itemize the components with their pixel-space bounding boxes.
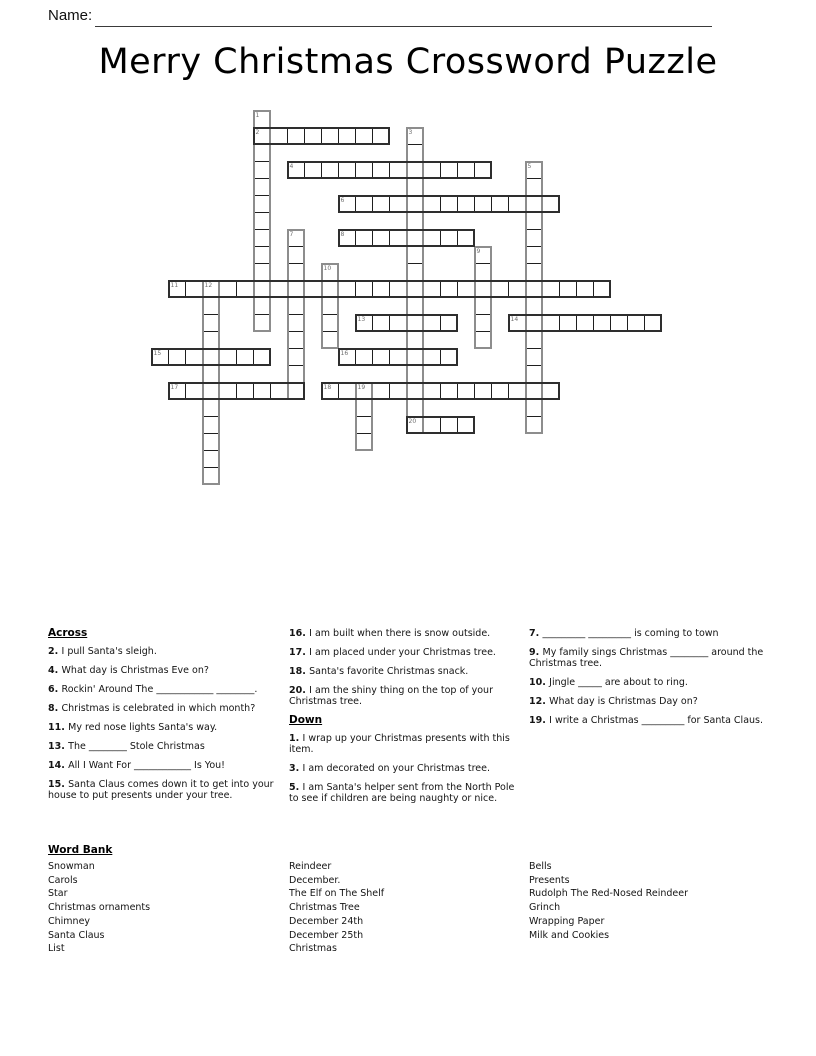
grid-cell[interactable] bbox=[168, 348, 186, 366]
grid-cell[interactable] bbox=[270, 382, 288, 400]
clue-number: 19. bbox=[529, 715, 550, 726]
grid-cell[interactable] bbox=[287, 382, 305, 400]
grid-cell[interactable] bbox=[525, 331, 543, 349]
clue-item-6: 6. Rockin' Around The ____________ ________. bbox=[48, 684, 258, 695]
grid-cell[interactable] bbox=[457, 195, 475, 213]
grid-cell[interactable] bbox=[406, 297, 424, 315]
grid-cell[interactable] bbox=[474, 195, 492, 213]
word-bank-item: Carols bbox=[48, 874, 78, 886]
clue-number: 7. bbox=[529, 628, 543, 639]
grid-cell[interactable] bbox=[525, 161, 543, 179]
grid-cell[interactable] bbox=[627, 314, 645, 332]
grid-cell[interactable] bbox=[440, 348, 458, 366]
grid-cell[interactable] bbox=[406, 314, 424, 332]
word-bank-item: Star bbox=[48, 888, 68, 900]
word-bank-item: Grinch bbox=[529, 902, 561, 914]
grid-cell[interactable] bbox=[219, 348, 237, 366]
grid-cell[interactable] bbox=[253, 195, 271, 213]
grid-cell[interactable] bbox=[338, 161, 356, 179]
grid-cell[interactable] bbox=[440, 382, 458, 400]
grid-cell[interactable] bbox=[440, 229, 458, 247]
clue-item-8: 8. Christmas is celebrated in which month? bbox=[48, 703, 256, 714]
grid-cell[interactable] bbox=[525, 195, 543, 213]
grid-cell[interactable] bbox=[406, 331, 424, 349]
clue-number: 10. bbox=[529, 677, 550, 688]
cell-number: 10 bbox=[323, 264, 332, 272]
clue-item-4: 4. What day is Christmas Eve on? bbox=[48, 665, 209, 676]
clue-number: 15. bbox=[48, 779, 69, 790]
grid-cell[interactable] bbox=[372, 280, 390, 298]
grid-cell[interactable] bbox=[440, 280, 458, 298]
grid-cell[interactable] bbox=[355, 229, 373, 247]
grid-cell[interactable] bbox=[423, 195, 441, 213]
grid-cell[interactable] bbox=[423, 348, 441, 366]
word-bank-column-2 bbox=[289, 860, 525, 956]
clue-heading-across: Across bbox=[48, 627, 88, 639]
grid-cell[interactable] bbox=[304, 280, 322, 298]
grid-cell[interactable] bbox=[355, 399, 373, 417]
grid-cell[interactable] bbox=[355, 382, 373, 400]
grid-cell[interactable] bbox=[525, 178, 543, 196]
grid-cell[interactable] bbox=[491, 382, 509, 400]
grid-cell[interactable] bbox=[389, 161, 407, 179]
cell-number: 4 bbox=[289, 162, 294, 170]
word-bank-item: December 24th bbox=[289, 915, 364, 927]
grid-cell[interactable] bbox=[389, 280, 407, 298]
grid-cell[interactable] bbox=[406, 161, 424, 179]
clue-number: 14. bbox=[48, 760, 69, 771]
grid-cell[interactable] bbox=[491, 195, 509, 213]
clue-column-3 bbox=[529, 628, 765, 734]
grid-cell[interactable] bbox=[542, 314, 560, 332]
clue-number: 11. bbox=[48, 722, 69, 733]
grid-cell[interactable] bbox=[236, 348, 254, 366]
grid-cell[interactable] bbox=[525, 382, 543, 400]
grid-cell[interactable] bbox=[253, 144, 271, 162]
grid-cell[interactable] bbox=[423, 314, 441, 332]
grid-cell[interactable] bbox=[593, 314, 611, 332]
grid-cell[interactable] bbox=[508, 195, 526, 213]
grid-cell[interactable] bbox=[185, 382, 203, 400]
grid-cell[interactable] bbox=[287, 280, 305, 298]
clue-number: 6. bbox=[48, 684, 62, 695]
grid-cell[interactable] bbox=[474, 263, 492, 281]
cell-number: 9 bbox=[476, 247, 481, 255]
grid-cell[interactable] bbox=[423, 416, 441, 434]
word-bank-item: December 25th bbox=[289, 929, 364, 941]
clue-item-1: 1. I wrap up your Christmas presents with this item. bbox=[289, 733, 510, 755]
clue-number: 3. bbox=[289, 763, 303, 774]
clue-item-10: 10. Jingle _____ are about to ring. bbox=[529, 677, 688, 688]
word-bank-column-3 bbox=[529, 860, 765, 942]
grid-cell[interactable] bbox=[525, 297, 543, 315]
grid-cell[interactable] bbox=[474, 161, 492, 179]
grid-cell[interactable] bbox=[355, 433, 373, 451]
grid-cell[interactable] bbox=[321, 331, 339, 349]
grid-cell[interactable] bbox=[321, 263, 339, 281]
clue-item-9: 9. My family sings Christmas ________ around the Christmas tree. bbox=[529, 647, 764, 669]
grid-cell[interactable] bbox=[440, 161, 458, 179]
grid-cell[interactable] bbox=[168, 280, 186, 298]
clue-number: 20. bbox=[289, 685, 310, 696]
grid-cell[interactable] bbox=[287, 263, 305, 281]
grid-cell[interactable] bbox=[253, 314, 271, 332]
grid-cell[interactable] bbox=[253, 382, 271, 400]
word-bank-item: Santa Claus bbox=[48, 929, 105, 941]
grid-cell[interactable] bbox=[287, 314, 305, 332]
word-bank-item: Reindeer bbox=[289, 861, 332, 872]
grid-cell[interactable] bbox=[321, 382, 339, 400]
grid-cell[interactable] bbox=[202, 348, 220, 366]
clue-number: 16. bbox=[289, 628, 310, 639]
grid-cell[interactable] bbox=[287, 229, 305, 247]
grid-cell[interactable] bbox=[219, 382, 237, 400]
grid-cell[interactable] bbox=[474, 246, 492, 264]
grid-cell[interactable] bbox=[202, 433, 220, 451]
cell-number: 6 bbox=[340, 196, 345, 204]
grid-cell[interactable] bbox=[372, 314, 390, 332]
grid-cell[interactable] bbox=[253, 263, 271, 281]
word-bank-item: Christmas ornaments bbox=[48, 902, 151, 914]
grid-cell[interactable] bbox=[304, 127, 322, 145]
grid-cell[interactable] bbox=[423, 161, 441, 179]
grid-cell[interactable] bbox=[287, 246, 305, 264]
grid-cell[interactable] bbox=[525, 365, 543, 383]
grid-cell[interactable] bbox=[372, 382, 390, 400]
grid-cell[interactable] bbox=[236, 280, 254, 298]
clue-number: 17. bbox=[289, 647, 310, 658]
grid-cell[interactable] bbox=[474, 382, 492, 400]
grid-cell[interactable] bbox=[525, 348, 543, 366]
grid-cell[interactable] bbox=[202, 331, 220, 349]
grid-cell[interactable] bbox=[287, 348, 305, 366]
grid-cell[interactable] bbox=[457, 416, 475, 434]
word-bank-item: Wrapping Paper bbox=[529, 915, 605, 927]
grid-cell[interactable] bbox=[576, 280, 594, 298]
grid-cell[interactable] bbox=[542, 195, 560, 213]
clue-number: 13. bbox=[48, 741, 69, 752]
grid-cell[interactable] bbox=[151, 348, 169, 366]
grid-cell[interactable] bbox=[287, 365, 305, 383]
grid-cell[interactable] bbox=[202, 399, 220, 417]
grid-cell[interactable] bbox=[389, 382, 407, 400]
grid-cell[interactable] bbox=[338, 348, 356, 366]
grid-cell[interactable] bbox=[321, 314, 339, 332]
cell-number: 3 bbox=[408, 128, 413, 136]
cell-number: 16 bbox=[340, 349, 349, 357]
clue-item-14: 14. All I Want For ____________ Is You! bbox=[48, 760, 225, 771]
word-bank-item: Rudolph The Red-Nosed Reindeer bbox=[529, 888, 688, 900]
grid-cell[interactable] bbox=[202, 280, 220, 298]
clue-heading-down: Down bbox=[289, 714, 323, 726]
grid-cell[interactable] bbox=[406, 212, 424, 230]
grid-cell[interactable] bbox=[406, 178, 424, 196]
grid-cell[interactable] bbox=[440, 416, 458, 434]
grid-cell[interactable] bbox=[406, 382, 424, 400]
grid-cell[interactable] bbox=[253, 297, 271, 315]
grid-cell[interactable] bbox=[355, 416, 373, 434]
grid-cell[interactable] bbox=[253, 127, 271, 145]
name-label: Name: bbox=[48, 7, 93, 24]
clue-item-20: 20. I am the shiny thing on the top of your Christmas tree. bbox=[289, 685, 493, 707]
clue-item-7: 7. _________ _________ is coming to town bbox=[529, 628, 719, 639]
word-bank-item: The Elf on The Shelf bbox=[289, 888, 385, 900]
clue-number: 18. bbox=[289, 666, 310, 677]
crossword-grid bbox=[0, 0, 816, 520]
grid-cell[interactable] bbox=[185, 348, 203, 366]
grid-cell[interactable] bbox=[559, 280, 577, 298]
word-bank-item: Snowman bbox=[48, 861, 95, 872]
grid-cell[interactable] bbox=[406, 280, 424, 298]
grid-cell[interactable] bbox=[423, 382, 441, 400]
grid-cell[interactable] bbox=[389, 314, 407, 332]
grid-cell[interactable] bbox=[406, 195, 424, 213]
grid-cell[interactable] bbox=[491, 280, 509, 298]
grid-cell[interactable] bbox=[355, 127, 373, 145]
grid-cell[interactable] bbox=[338, 195, 356, 213]
clue-section bbox=[529, 628, 765, 726]
grid-cell[interactable] bbox=[406, 246, 424, 264]
cell-number: 1 bbox=[255, 111, 260, 119]
cell-number: 17 bbox=[170, 383, 179, 391]
grid-cell[interactable] bbox=[389, 229, 407, 247]
clue-number: 1. bbox=[289, 733, 303, 744]
grid-cell[interactable] bbox=[321, 280, 339, 298]
grid-cell[interactable] bbox=[559, 314, 577, 332]
word-bank-item: Christmas Tree bbox=[289, 902, 360, 914]
grid-cell[interactable] bbox=[406, 127, 424, 145]
grid-cell[interactable] bbox=[389, 348, 407, 366]
grid-cell[interactable] bbox=[338, 229, 356, 247]
grid-cell[interactable] bbox=[219, 280, 237, 298]
grid-cell[interactable] bbox=[202, 450, 220, 468]
grid-cell[interactable] bbox=[202, 365, 220, 383]
grid-cell[interactable] bbox=[525, 246, 543, 264]
grid-cell[interactable] bbox=[270, 280, 288, 298]
grid-cell[interactable] bbox=[406, 263, 424, 281]
clue-item-3: 3. I am decorated on your Christmas tree. bbox=[289, 763, 490, 774]
cell-number: 8 bbox=[340, 230, 345, 238]
grid-cell[interactable] bbox=[525, 280, 543, 298]
grid-cell[interactable] bbox=[253, 348, 271, 366]
grid-cell[interactable] bbox=[355, 161, 373, 179]
word-bank-item: Milk and Cookies bbox=[529, 929, 610, 941]
grid-cell[interactable] bbox=[372, 127, 390, 145]
grid-cell[interactable] bbox=[338, 127, 356, 145]
clue-item-19: 19. I write a Christmas _________ for Santa Claus. bbox=[529, 715, 764, 726]
grid-cell[interactable] bbox=[168, 382, 186, 400]
cell-number: 2 bbox=[255, 128, 260, 136]
grid-cell[interactable] bbox=[236, 382, 254, 400]
cell-number: 15 bbox=[153, 349, 162, 357]
grid-cell[interactable] bbox=[525, 229, 543, 247]
word-bank-heading: Word Bank bbox=[48, 844, 113, 856]
grid-cell[interactable] bbox=[355, 314, 373, 332]
grid-cell[interactable] bbox=[253, 110, 271, 128]
cell-number: 5 bbox=[527, 162, 532, 170]
word-bank-item: Bells bbox=[529, 861, 552, 872]
grid-cell[interactable] bbox=[338, 382, 356, 400]
grid-cell[interactable] bbox=[253, 178, 271, 196]
clue-number: 4. bbox=[48, 665, 62, 676]
cell-number: 18 bbox=[323, 383, 332, 391]
clue-column-2 bbox=[289, 628, 525, 812]
cell-number: 20 bbox=[408, 417, 417, 425]
grid-cell[interactable] bbox=[525, 212, 543, 230]
clue-number: 5. bbox=[289, 782, 303, 793]
cell-number: 11 bbox=[170, 281, 179, 289]
grid-cell[interactable] bbox=[253, 212, 271, 230]
grid-cell[interactable] bbox=[202, 416, 220, 434]
clue-item-12: 12. What day is Christmas Day on? bbox=[529, 696, 698, 707]
clue-item-13: 13. The ________ Stole Christmas bbox=[48, 741, 205, 752]
grid-cell[interactable] bbox=[406, 399, 424, 417]
grid-cell[interactable] bbox=[355, 195, 373, 213]
grid-cell[interactable] bbox=[287, 161, 305, 179]
grid-cell[interactable] bbox=[202, 297, 220, 315]
grid-cell[interactable] bbox=[593, 280, 611, 298]
grid-cell[interactable] bbox=[542, 382, 560, 400]
grid-cell[interactable] bbox=[304, 161, 322, 179]
grid-cell[interactable] bbox=[321, 127, 339, 145]
word-bank-item: Presents bbox=[529, 874, 570, 886]
clue-item-18: 18. Santa's favorite Christmas snack. bbox=[289, 666, 469, 677]
clue-number: 9. bbox=[529, 647, 543, 658]
grid-cell[interactable] bbox=[355, 280, 373, 298]
grid-cell[interactable] bbox=[423, 229, 441, 247]
grid-cell[interactable] bbox=[508, 382, 526, 400]
grid-cell[interactable] bbox=[321, 297, 339, 315]
grid-cell[interactable] bbox=[253, 246, 271, 264]
grid-cell[interactable] bbox=[525, 416, 543, 434]
grid-cell[interactable] bbox=[321, 161, 339, 179]
grid-cell[interactable] bbox=[287, 297, 305, 315]
grid-cell[interactable] bbox=[508, 314, 526, 332]
grid-cell[interactable] bbox=[270, 127, 288, 145]
clue-column-1 bbox=[48, 628, 284, 809]
grid-cell[interactable] bbox=[372, 161, 390, 179]
grid-cell[interactable] bbox=[406, 144, 424, 162]
cell-number: 13 bbox=[357, 315, 366, 323]
grid-cell[interactable] bbox=[406, 365, 424, 383]
grid-cell[interactable] bbox=[202, 314, 220, 332]
grid-cell[interactable] bbox=[474, 280, 492, 298]
grid-cell[interactable] bbox=[440, 195, 458, 213]
grid-cell[interactable] bbox=[423, 280, 441, 298]
page-title: Merry Christmas Crossword Puzzle bbox=[98, 42, 718, 82]
grid-cell[interactable] bbox=[389, 195, 407, 213]
clue-number: 8. bbox=[48, 703, 62, 714]
grid-cell[interactable] bbox=[644, 314, 662, 332]
grid-cell[interactable] bbox=[474, 297, 492, 315]
grid-cell[interactable] bbox=[406, 229, 424, 247]
word-bank-item: December. bbox=[289, 874, 341, 886]
grid-cell[interactable] bbox=[287, 127, 305, 145]
clue-item-5: 5. I am Santa's helper sent from the North Pole to see if children are being naughty or nice. bbox=[289, 782, 515, 804]
word-bank-column-1 bbox=[48, 860, 284, 956]
clue-item-16: 16. I am built when there is snow outside. bbox=[289, 628, 491, 639]
grid-cell[interactable] bbox=[185, 280, 203, 298]
clue-section bbox=[289, 715, 525, 804]
grid-cell[interactable] bbox=[287, 331, 305, 349]
cell-number: 7 bbox=[289, 230, 294, 238]
grid-cell[interactable] bbox=[576, 314, 594, 332]
word-bank-item: Christmas bbox=[289, 943, 337, 955]
grid-cell[interactable] bbox=[253, 280, 271, 298]
grid-cell[interactable] bbox=[338, 280, 356, 298]
clue-section bbox=[48, 628, 284, 801]
grid-cell[interactable] bbox=[372, 195, 390, 213]
grid-cell[interactable] bbox=[610, 314, 628, 332]
clue-number: 2. bbox=[48, 646, 62, 657]
grid-cell[interactable] bbox=[457, 382, 475, 400]
cell-number: 12 bbox=[204, 281, 213, 289]
grid-cell[interactable] bbox=[457, 229, 475, 247]
word-bank-item: List bbox=[48, 943, 65, 955]
grid-cell[interactable] bbox=[202, 467, 220, 485]
grid-cell[interactable] bbox=[525, 263, 543, 281]
grid-cell[interactable] bbox=[406, 416, 424, 434]
grid-cell[interactable] bbox=[372, 229, 390, 247]
grid-cell[interactable] bbox=[372, 348, 390, 366]
grid-cell[interactable] bbox=[440, 314, 458, 332]
grid-cell[interactable] bbox=[355, 348, 373, 366]
grid-cell[interactable] bbox=[508, 280, 526, 298]
clue-item-17: 17. I am placed under your Christmas tree. bbox=[289, 647, 496, 658]
grid-cell[interactable] bbox=[474, 331, 492, 349]
grid-cell[interactable] bbox=[525, 399, 543, 417]
grid-cell[interactable] bbox=[406, 348, 424, 366]
grid-cell[interactable] bbox=[457, 161, 475, 179]
cell-number: 19 bbox=[357, 383, 366, 391]
grid-cell[interactable] bbox=[253, 161, 271, 179]
grid-cell[interactable] bbox=[474, 314, 492, 332]
clue-item-11: 11. My red nose lights Santa's way. bbox=[48, 722, 218, 733]
clue-item-15: 15. Santa Claus comes down it to get into your house to put presents under your tree. bbox=[48, 779, 274, 801]
grid-cell[interactable] bbox=[253, 229, 271, 247]
clue-number: 12. bbox=[529, 696, 550, 707]
word-bank-item: Chimney bbox=[48, 915, 91, 927]
cell-number: 14 bbox=[510, 315, 519, 323]
clue-item-2: 2. I pull Santa's sleigh. bbox=[48, 646, 157, 657]
clue-section bbox=[289, 628, 525, 707]
grid-cell[interactable] bbox=[457, 280, 475, 298]
grid-cell[interactable] bbox=[525, 314, 543, 332]
grid-cell[interactable] bbox=[202, 382, 220, 400]
grid-cell[interactable] bbox=[542, 280, 560, 298]
